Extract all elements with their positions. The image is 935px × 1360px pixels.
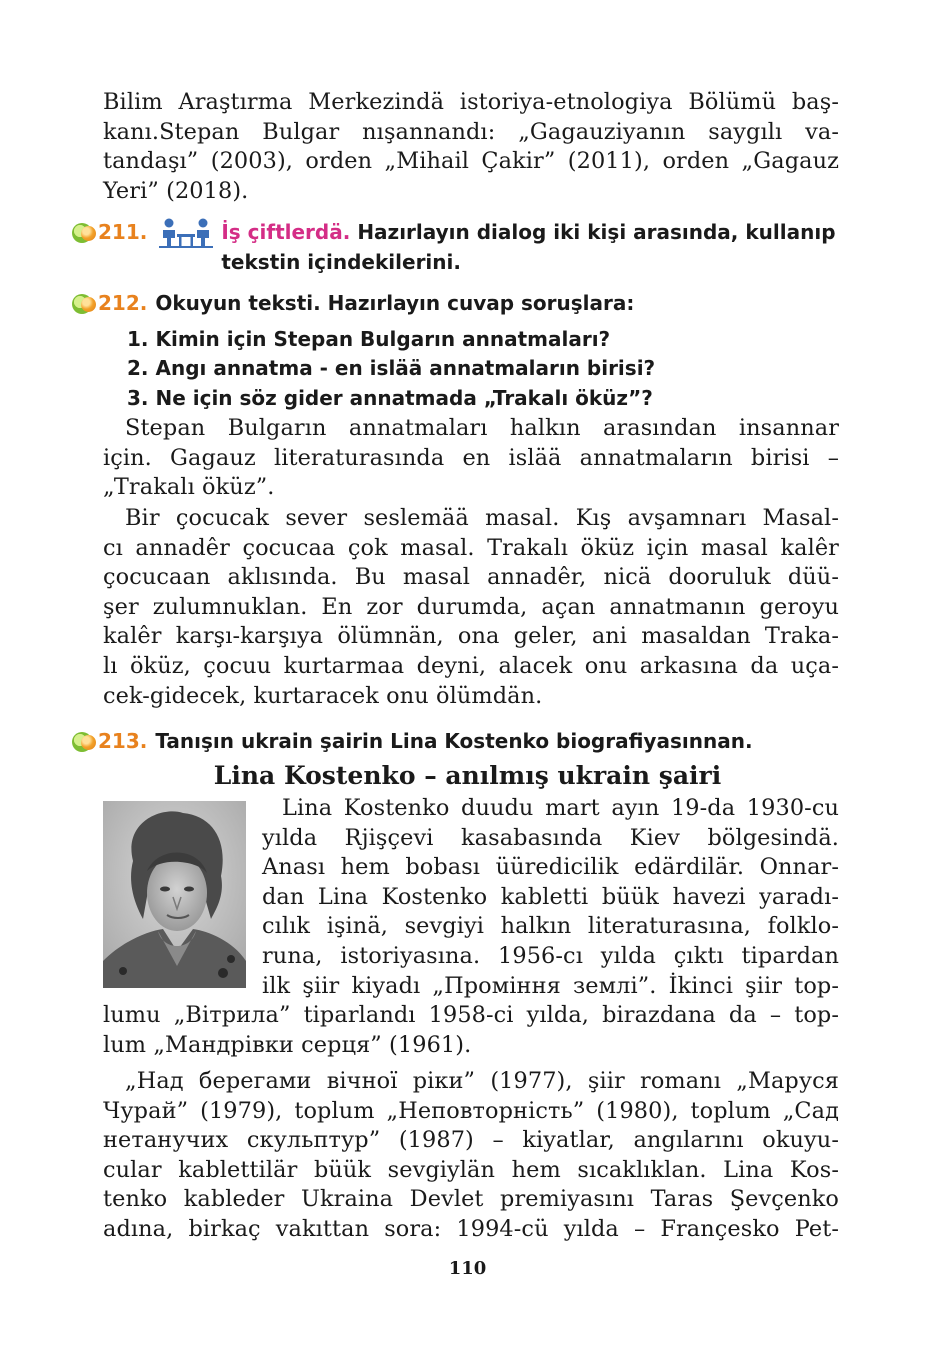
paragraph	[103, 414, 839, 503]
question-item: 1. Kimin için Stepan Bulgarın annatmaları?	[127, 327, 611, 351]
pair-work-icon	[157, 218, 215, 248]
task-instruction: Tanışın ukrain şairin Lina Kostenko biografiyasınnan.	[155, 729, 753, 753]
text-line: ilk şiir kiyadı „Проміння землі”. İkinci şiir top-	[262, 972, 839, 999]
task-211	[72, 218, 852, 277]
text-line: tandaşı” (2003), orden „Mihail Çakir” (2011), orden „Gagauz	[103, 148, 839, 175]
task-instruction: Okuyun teksti. Hazırlayın cuvap soruşlara:	[155, 291, 635, 315]
text-line: cek-gidecek, kurtaracek onu ölümdän.	[103, 682, 543, 709]
bio-paragraph-2	[103, 1067, 839, 1245]
task-bullet-icon	[72, 732, 98, 752]
text-line: Bilim Araştırma Merkezindä istoriya-etnologiya Bölümü baş-	[103, 89, 839, 115]
article-title: Lina Kostenko – anılmış ukrain şairi	[213, 761, 722, 790]
task-text	[221, 218, 852, 277]
text-line: „Trakalı öküz”.	[103, 474, 275, 501]
paragraph	[103, 504, 839, 711]
text-line: Stepan Bulgarın annatmaları halkın arasından insannar	[125, 415, 839, 441]
task-number: 211.	[98, 220, 148, 244]
text-line: yılda Rjişçevi kasabasında Kiev bölgesindä.	[262, 824, 839, 851]
task-bullet-icon	[72, 294, 98, 314]
task-213	[72, 727, 852, 757]
bio-paragraph	[262, 794, 839, 1001]
text-line: lumu „Вітрила” tiparlandı 1958-ci yılda, birazdana da – top-	[103, 1002, 839, 1028]
text-line: cılık işinä, sevgiyi halkın literaturasına, folklo-	[262, 913, 839, 940]
text-line: runa, istoriyasına. 1956-cı yılda çıktı tipardan	[262, 942, 839, 969]
intro-paragraph	[103, 88, 839, 206]
text-line: Yeri” (2018).	[103, 177, 249, 204]
bio-paragraph-continued	[103, 1001, 839, 1060]
task-bullet-icon	[72, 223, 98, 243]
text-line: çocucaan aklısında. Bu masal annadêr, nicä dooruluk düü-	[103, 564, 839, 591]
text-line: için. Gagauz literaturasında en islää annatmaların birisi –	[103, 444, 839, 471]
work-type-label: İş çiftlerdä.	[221, 220, 351, 244]
text-line: cı annadêr çocucaa çok masal. Trakalı öküz için masal kalêr	[103, 534, 839, 561]
task-number: 212.	[98, 291, 148, 315]
task-instruction: Hazırlayın dialog iki kişi arasında, kullanıp	[357, 220, 836, 244]
text-line: cular kablettilär büük sevgiylän hem sıcaklıklan. Lina Kos-	[103, 1156, 839, 1183]
text-line: lı öküz, çocuu kurtarmaa deyni, alacek onu arkasına da uça-	[103, 652, 839, 679]
text-line: Anası hem bobası üüredicilik edärdilär. Onnar-	[262, 854, 839, 881]
text-line: adına, birkaç vakıttan sora: 1994-cü yılda – Françesko Pet-	[103, 1215, 839, 1242]
task-212	[72, 289, 852, 319]
text-line: lum „Мандрівки серця” (1961).	[103, 1031, 472, 1058]
task-instruction: tekstin içindekilerini.	[221, 249, 461, 274]
question-item: 3. Ne için söz gider annatmada „Trakalı öküz”?	[127, 386, 653, 410]
text-line: нетанучих скульптур” (1987) – kiyatlar, angılarını okuyu-	[103, 1127, 839, 1154]
text-line: Чурай” (1979), toplum „Неповторність” (1980), toplum „Сад	[103, 1097, 839, 1124]
text-line: Bir çocucak sever seslemää masal. Kış avşamnarı Masal-	[125, 505, 839, 531]
text-line: „Над берегами вічної ріки” (1977), şiir romanı „Маруся	[125, 1068, 839, 1094]
task-number: 213.	[98, 729, 148, 753]
question-item: 2. Angı annatma - en islää annatmaların birisi?	[127, 356, 656, 380]
text-line: kanı.Stepan Bulgar nışannandı: „Gagauziyanın saygılı va-	[103, 118, 839, 145]
text-line: Lina Kostenko duudu mart ayın 19-da 1930-cu	[282, 795, 839, 821]
text-line: tenko kableder Ukraina Devlet premiyasını Taras Şevçenko	[103, 1186, 839, 1213]
page-number: 110	[448, 1258, 487, 1279]
text-line: kalêr karşı-karşıya ölümnän, ona geler, ani masaldan Traka-	[103, 623, 839, 650]
text-line: şer zulumnuklan. En zor durumda, açan annatmanın geroyu	[103, 593, 839, 620]
portrait-photo	[103, 801, 246, 988]
text-line: dan Lina Kostenko kabletti büük havezi yaradı-	[262, 883, 839, 910]
